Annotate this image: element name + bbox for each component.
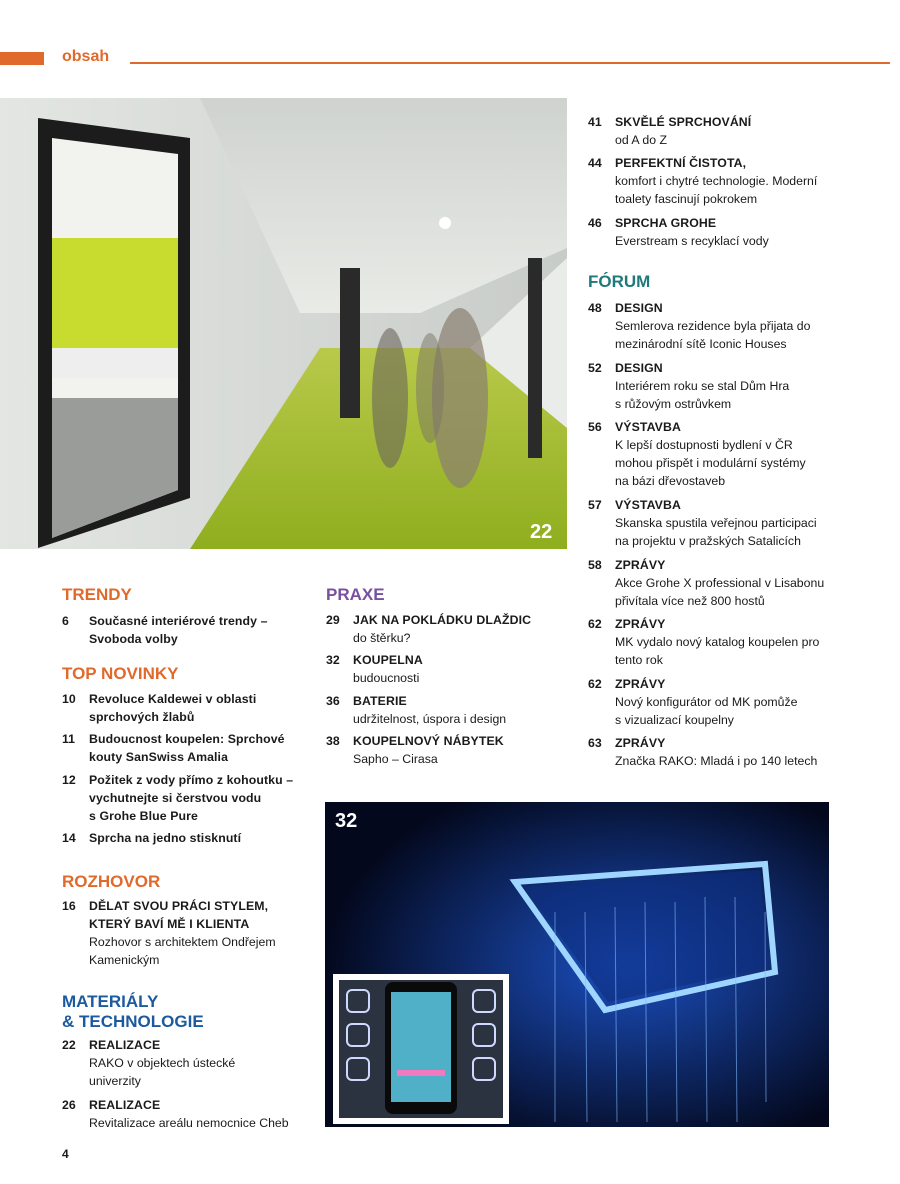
entry-page-number: 56: [588, 420, 602, 435]
section-heading-praxe: PRAXE: [326, 585, 385, 604]
entry-subtitle: mezinárodní sítě Iconic Houses: [615, 337, 787, 351]
entry-page-number: 29: [326, 613, 340, 627]
entry-title: kouty SanSwiss Amalia: [89, 750, 229, 765]
toc-entry: [62, 730, 285, 766]
entry-page-number: 44: [588, 156, 602, 171]
entry-subtitle: toalety fascinují pokrokem: [615, 192, 758, 207]
toc-entry: [62, 771, 293, 825]
entry-page-number: 46: [588, 216, 602, 230]
toc-entry: [62, 612, 268, 648]
toc-entry: [62, 1036, 235, 1090]
entry-subtitle: Skanska spustila veřejnou participaci: [615, 516, 817, 530]
entry-page-number: 10: [62, 692, 76, 706]
entry-subtitle: přivítala více než 800 hostů: [615, 593, 765, 608]
entry-title: BATERIE: [353, 693, 407, 708]
entry-title: VÝSTAVBA: [615, 498, 681, 512]
toc-entry: [588, 734, 817, 770]
entry-title: Revoluce Kaldewei v oblasti: [89, 692, 257, 706]
entry-title: ZPRÁVY: [615, 736, 666, 751]
entry-title: s Grohe Blue Pure: [89, 808, 198, 823]
section-heading-top-novinky: TOP NOVINKY: [62, 664, 179, 683]
entry-page-number: 32: [326, 653, 340, 668]
toc-entry: [62, 897, 276, 969]
entry-page-number: 14: [62, 831, 76, 846]
photo-page-number: 22: [530, 521, 553, 543]
entry-page-number: 63: [588, 736, 602, 751]
entry-title: Svoboda volby: [89, 632, 178, 646]
toc-entry: [588, 154, 817, 208]
entry-page-number: 12: [62, 772, 76, 787]
entry-title: JAK NA POKLÁDKU DLAŽDIC: [353, 613, 532, 627]
toc-entry: [588, 299, 811, 353]
entry-title: PERFEKTNÍ ČISTOTA,: [615, 156, 747, 171]
section-heading-rozhovor: ROZHOVOR: [62, 872, 161, 891]
header-rule: [130, 62, 890, 64]
toc-entry: [588, 113, 751, 149]
entry-page-number: 48: [588, 301, 602, 315]
entry-subtitle: mohou přispět i modulární systémy: [615, 456, 806, 471]
entry-page-number: 38: [326, 734, 340, 749]
entry-title: KOUPELNA: [353, 653, 423, 668]
entry-subtitle: Nový konfigurátor od MK pomůže: [615, 694, 798, 709]
toc-entry: [588, 556, 824, 610]
entry-subtitle: od A do Z: [615, 133, 667, 147]
entry-subtitle: udržitelnost, úspora i design: [353, 711, 507, 726]
entry-subtitle: MK vydalo nový katalog koupelen pro: [615, 635, 820, 650]
entry-page-number: 57: [588, 498, 602, 512]
entry-subtitle: budoucnosti: [353, 671, 420, 686]
entry-title: KTERÝ BAVÍ MĚ I KLIENTA: [89, 917, 250, 931]
entry-title: Budoucnost koupelen: Sprchové: [89, 732, 285, 747]
entry-title: Sprcha na jedno stisknutí: [89, 831, 242, 846]
entry-subtitle: K lepší dostupnosti bydlení v ČR: [615, 438, 793, 453]
entry-title: REALIZACE: [89, 1097, 161, 1112]
entry-title: VÝSTAVBA: [615, 420, 681, 435]
entry-title: SPRCHA GROHE: [615, 216, 717, 230]
entry-title: Požitek z vody přímo z kohoutku –: [89, 772, 294, 787]
page-title: obsah: [62, 48, 110, 65]
section-heading-materialy: MATERIÁLY & TECHNOLOGIE: [62, 992, 204, 1031]
entry-title: ZPRÁVY: [615, 676, 666, 691]
entry-subtitle: Značka RAKO: Mladá i po 140 letech: [615, 754, 818, 769]
entry-title: REALIZACE: [89, 1038, 161, 1052]
entry-title: ZPRÁVY: [615, 557, 666, 572]
toc-entry: [588, 615, 819, 669]
entry-page-number: 41: [588, 115, 602, 129]
entry-subtitle: Sapho – Cirasa: [353, 752, 438, 767]
toc-entry: [62, 1096, 289, 1132]
entry-title: vychutnejte si čerstvou vodu: [89, 790, 262, 805]
toc-entry: [588, 496, 817, 550]
entry-subtitle: univerzity: [89, 1074, 141, 1088]
toc-entry: [326, 611, 531, 647]
section-heading-trendy: TRENDY: [62, 585, 132, 604]
entry-subtitle: Rozhovor s architektem Ondřejem: [89, 935, 276, 949]
toc-entry: [326, 651, 423, 687]
entry-page-number: 16: [62, 899, 76, 913]
page-number: 4: [62, 1147, 69, 1161]
shower-photo: [325, 802, 829, 1127]
entry-subtitle: Semlerova rezidence byla přijata do: [615, 319, 811, 333]
entry-page-number: 58: [588, 557, 602, 572]
entry-subtitle: Interiérem roku se stal Dům Hra: [615, 378, 790, 393]
entry-page-number: 62: [588, 676, 602, 691]
entry-subtitle: na bázi dřevostaveb: [615, 474, 726, 489]
toc-entry: [326, 692, 506, 728]
toc-entry: [588, 359, 789, 413]
entry-title: SKVĚLÉ SPRCHOVÁNÍ: [615, 115, 752, 129]
toc-entry: [62, 690, 256, 726]
entry-title: KOUPELNOVÝ NÁBYTEK: [353, 734, 504, 749]
entry-subtitle: Everstream s recyklací vody: [615, 234, 769, 248]
toc-entry: [326, 732, 504, 768]
entry-subtitle: do štěrku?: [353, 631, 411, 645]
entry-page-number: 22: [62, 1038, 76, 1052]
entry-subtitle: na projektu v pražských Satalicích: [615, 534, 801, 548]
toc-entry: [62, 829, 241, 847]
entry-subtitle: Akce Grohe X professional v Lisabonu: [615, 575, 825, 590]
toc-entry: [588, 675, 798, 729]
entry-subtitle: tento rok: [615, 653, 663, 668]
entry-subtitle: s růžovým ostrůvkem: [615, 396, 732, 411]
entry-subtitle: Kamenickým: [89, 953, 160, 967]
toc-entry: [588, 214, 769, 250]
section-heading-forum: FÓRUM: [588, 272, 651, 291]
entry-title: DESIGN: [615, 360, 663, 375]
entry-page-number: 62: [588, 617, 602, 632]
entry-subtitle: RAKO v objektech ústecké: [89, 1056, 236, 1070]
entry-title: Současné interiérové trendy –: [89, 614, 268, 628]
corridor-photo: [0, 98, 567, 549]
entry-page-number: 11: [62, 732, 75, 747]
photo-page-number: 32: [335, 810, 358, 832]
toc-entry: [588, 418, 806, 490]
entry-subtitle: Revitalizace areálu nemocnice Cheb: [89, 1115, 289, 1130]
entry-subtitle: s vizualizací koupelny: [615, 712, 734, 727]
entry-page-number: 36: [326, 693, 340, 708]
entry-subtitle: komfort i chytré technologie. Moderní: [615, 174, 818, 189]
entry-title: sprchových žlabů: [89, 710, 195, 724]
entry-title: ZPRÁVY: [615, 617, 666, 632]
entry-page-number: 6: [62, 614, 69, 628]
entry-page-number: 52: [588, 360, 602, 375]
header-accent-block: [0, 52, 44, 65]
entry-title: DESIGN: [615, 301, 663, 315]
entry-title: DĚLAT SVOU PRÁCI STYLEM,: [89, 899, 269, 913]
entry-page-number: 26: [62, 1097, 76, 1112]
